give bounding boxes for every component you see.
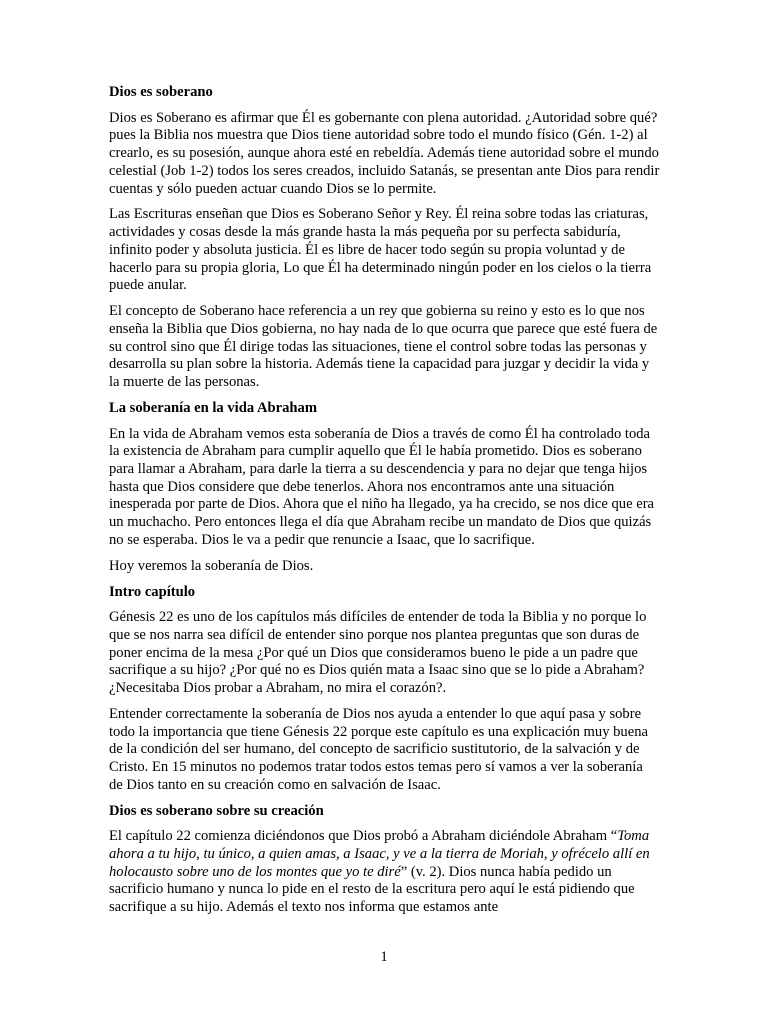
- section-heading-soberania-abraham: La soberanía en la vida Abraham: [109, 399, 317, 416]
- paragraph: Las Escrituras enseñan que Dios es Soberano Señor y Rey. Él reina sobre todas las criaturas, actividades y cosas desde la más grande hasta la más pequeña por su perfecta sabiduría, infinito poder y absoluta justicia. Él es libre de hacer todo según su propia voluntad y de hacerlo para su propia gloria, Lo que Él ha determinado ningún poder en los cielos o la tierra puede anular.: [109, 206, 652, 294]
- paragraph: En la vida de Abraham vemos esta soberanía de Dios a través de como Él ha controlado toda la existencia de Abraham para cumplir aquello que Él le había prometido. Dios es soberano para llamar a Abraham, para darle la tierra a su descendencia y para no dejar que tenga hijos hasta que Dios considere que debe tenerlos. Ahora nos encontramos ante una situación inesperada por parte de Dios. Ahora que el niño ha llegado, ya ha crecido, se nos dice que era un muchacho. Pero entonces llega el día que Abraham recibe un mandato de Dios que quizás no se esperaba. Dios le va a pedir que renuncie a Isaac, que lo sacrifique.: [109, 425, 655, 548]
- paragraph: Entender correctamente la soberanía de Dios nos ayuda a entender lo que aquí pasa y sobre todo la importancia que tiene Génesis 22 porque este capítulo es una explicación muy buena de la condición del ser humano, del concepto de sacrificio sustitutorio, de la salvación y de Cristo. En 15 minutos no podemos tratar todos estos temas pero sí vamos a ver la soberanía de Dios tanto en su creación como en salvación de Isaac.: [109, 705, 648, 793]
- section-heading-soberano-creacion: Dios es soberano sobre su creación: [109, 802, 324, 819]
- paragraph: El concepto de Soberano hace referencia a un rey que gobierna su reino y esto es lo que nos enseña la Biblia que Dios gobierna, no hay nada de lo que ocurra que parece que esté fuera de su control sino que Él dirige todas las situaciones, tiene el control sobre todas las personas y desarrolla su plan sobre la historia. Además tiene la capacidad para juzgar y decidir la vida y la muerte de las personas.: [109, 303, 658, 390]
- paragraph-with-quote: [109, 828, 660, 917]
- paragraph: Génesis 22 es uno de los capítulos más difíciles de entender de toda la Biblia y no porque lo que se nos narra sea difícil de entender sino porque nos plantea preguntas que son duras de poner encima de la mesa ¿Por qué un Dios que consideramos bueno le pide a un padre que sacrifique a su hijo? ¿Por qué no es Dios quién mata a Isaac sino que se lo pide a Abraham? ¿Necesitaba Dios probar a Abraham, no mira el corazón?.: [109, 609, 647, 697]
- paragraph-text-after-quote: ” (v. 2). Dios nunca había pedido un sacrificio humano y nunca lo pide en el resto de la escritura pero aquí le está pidiendo que sacrifique a su hijo. Además el texto nos informa que estamos ante: [109, 863, 635, 916]
- section-heading-dios-es-soberano: Dios es soberano: [109, 84, 213, 100]
- paragraph: Dios es Soberano es afirmar que Él es gobernante con plena autoridad. ¿Autoridad sobre qué? pues la Biblia nos muestra que Dios tiene autoridad sobre todo el mundo físico (Gén. 1-2) al crearlo, es su posesión, aunque ahora esté en rebeldía. Además tiene autoridad sobre el mundo celestial (Job 1-2) todos los seres creados, incluido Satanás, se presentan ante Dios para rendir cuentas y sólo pueden actuar cuando Dios se lo permite.: [109, 109, 660, 197]
- paragraph: Hoy veremos la soberanía de Dios.: [109, 557, 314, 574]
- bible-quote: Toma ahora a tu hijo, tu único, a quien amas, a Isaac, y ve a la tierra de Moriah, y ofrécelo allí en holocausto sobre uno de los montes que yo te diré: [109, 828, 650, 880]
- page-number: 1: [380, 949, 388, 965]
- document-page: [109, 84, 660, 925]
- section-heading-intro-capitulo: Intro capítulo: [109, 583, 196, 600]
- paragraph-text-before-quote: El capítulo 22 comienza diciéndonos que Dios probó a Abraham diciéndole Abraham “: [109, 828, 618, 845]
